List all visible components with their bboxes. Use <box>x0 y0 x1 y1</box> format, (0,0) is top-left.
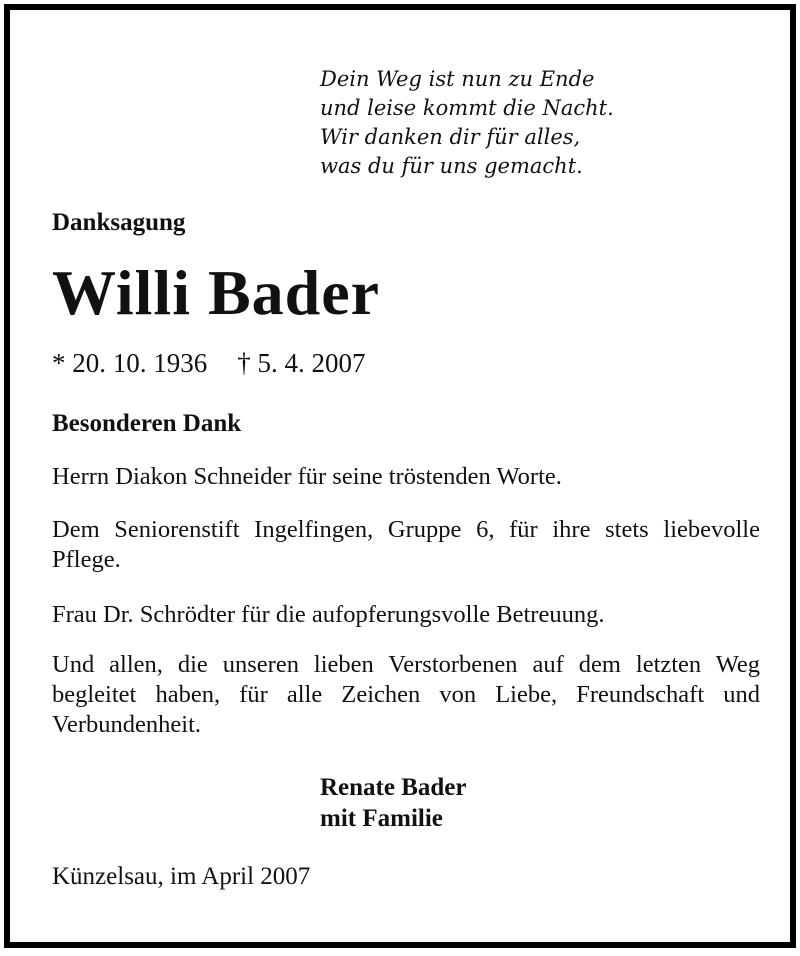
poem-line: Wir danken dir für alles, <box>320 125 581 149</box>
thanks-paragraph: Frau Dr. Schrödter für die aufopferungsvolle Betreuung. <box>52 601 605 628</box>
life-dates <box>52 348 366 379</box>
notice-heading: Danksagung <box>52 209 186 236</box>
poem-line: Dein Weg ist nun zu Ende <box>320 67 595 91</box>
thanks-paragraph: Und allen, die unseren lieben Verstorbenen auf dem letzten Weg begleitet haben, für alle Zeichen von Liebe, Freundschaft und Verbundenheit. <box>52 651 760 738</box>
birth-date: * 20. 10. 1936 <box>52 348 208 378</box>
obituary-notice <box>4 4 796 948</box>
signature-name: Renate Bader <box>320 774 467 801</box>
poem-line: was du für uns gemacht. <box>320 154 583 178</box>
thanks-title: Besonderen Dank <box>52 410 242 437</box>
poem-line: und leise kommt die Nacht. <box>320 96 614 120</box>
thanks-paragraph: Dem Seniorenstift Ingelfingen, Gruppe 6, für ihre stets liebevolle Pflege. <box>52 516 760 573</box>
thanks-paragraph: Herrn Diakon Schneider für seine tröstenden Worte. <box>52 463 562 490</box>
memorial-poem <box>320 65 614 181</box>
signature-family: mit Familie <box>320 805 443 832</box>
place-and-date: Künzelsau, im April 2007 <box>52 863 311 890</box>
death-date: † 5. 4. 2007 <box>237 348 366 378</box>
deceased-name: Willi Bader <box>52 257 381 328</box>
signature-block <box>320 772 467 834</box>
